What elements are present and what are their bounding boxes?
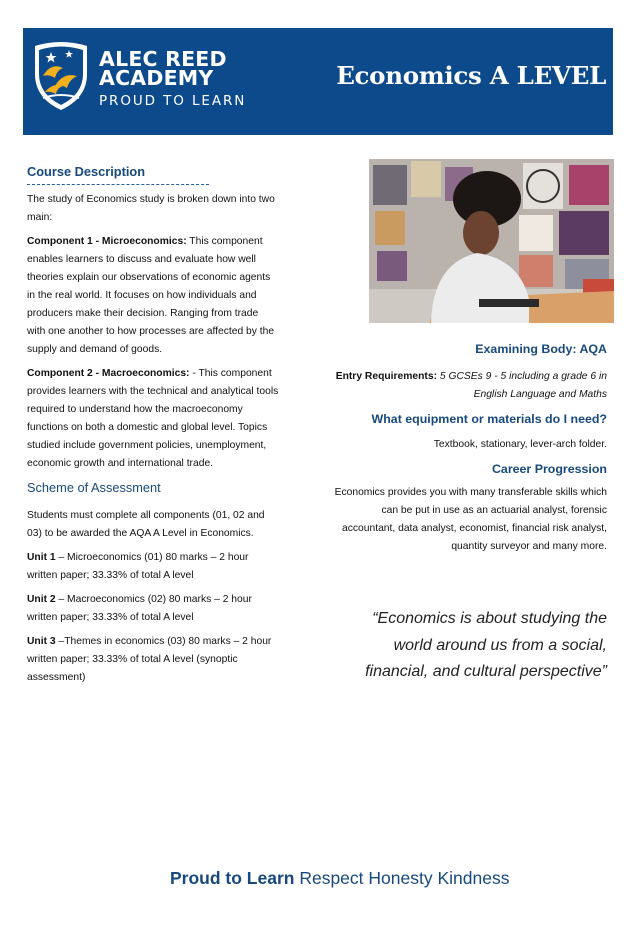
student-photo	[369, 159, 614, 323]
page-title: Economics A LEVEL	[336, 61, 606, 90]
school-name: ALEC REED ACADEMY	[99, 47, 227, 90]
footer-motto: Proud to Learn	[170, 868, 295, 888]
component-1-label: Component 1 - Microeconomics:	[27, 236, 187, 247]
left-column	[27, 163, 279, 693]
course-intro: The study of Economics study is broken down into two main:	[27, 194, 275, 223]
unit-1: Unit 1 – Microeconomics (01) 80 marks – 2 hour written paper; 33.33% of total A level	[27, 552, 249, 581]
scheme-heading: Scheme of Assessment	[27, 480, 161, 495]
component-1	[27, 233, 279, 359]
school-tagline: PROUD TO LEARN	[99, 93, 247, 109]
entry-requirements: Entry Requirements: 5 GCSEs 9 - 5 including a grade 6 in English Language and Maths	[335, 371, 607, 400]
header-banner	[23, 28, 613, 135]
course-description-heading: Course Description	[27, 163, 209, 185]
career-text: Economics provides you with many transferable skills which can be put in use as an actuarial analyst, forensic accountant, data analyst, economist, financial risk analyst, quantity surveyor and many more.	[334, 487, 607, 552]
equipment-text: Textbook, stationary, lever-arch folder.	[433, 439, 607, 450]
pull-quote: “Economics is about studying the world around us from a social, financial, and cultural perspective”	[365, 610, 607, 680]
footer-values	[170, 868, 509, 889]
footer-values-text: Respect Honesty Kindness	[299, 868, 510, 888]
component-2-text: - This component provides learners with the technical and analytical tools required to understand how the macroeconomy functions on both a domestic and global level. Topics studied include government policies, unemployment, economic growth and international trade.	[27, 368, 279, 469]
right-column	[334, 340, 607, 556]
equipment-heading: What equipment or materials do I need?	[371, 412, 607, 426]
unit-2: Unit 2 – Macroeconomics (02) 80 marks – 2 hour written paper; 33.33% of total A level	[27, 594, 252, 623]
academy-crest-icon	[31, 40, 91, 112]
component-1-text: This component enables learners to discuss and evaluate how well theories explain our observations of economic agents in the real world. It focuses on how individuals and producers make their decision. Ranging from trade with one another to how processes are affected by the supply and demand of goods.	[27, 236, 275, 355]
component-2	[27, 365, 279, 473]
examining-body: Examining Body: AQA	[475, 342, 607, 356]
component-2-label: Component 2 - Macroeconomics:	[27, 368, 190, 379]
assessment-intro: Students must complete all components (01, 02 and 03) to be awarded the AQA A Level in Economics.	[27, 510, 265, 539]
career-heading: Career Progression	[491, 462, 607, 476]
unit-3: Unit 3 –Themes in economics (03) 80 marks – 2 hour written paper; 33.33% of total A level (synoptic assessment)	[27, 636, 272, 683]
